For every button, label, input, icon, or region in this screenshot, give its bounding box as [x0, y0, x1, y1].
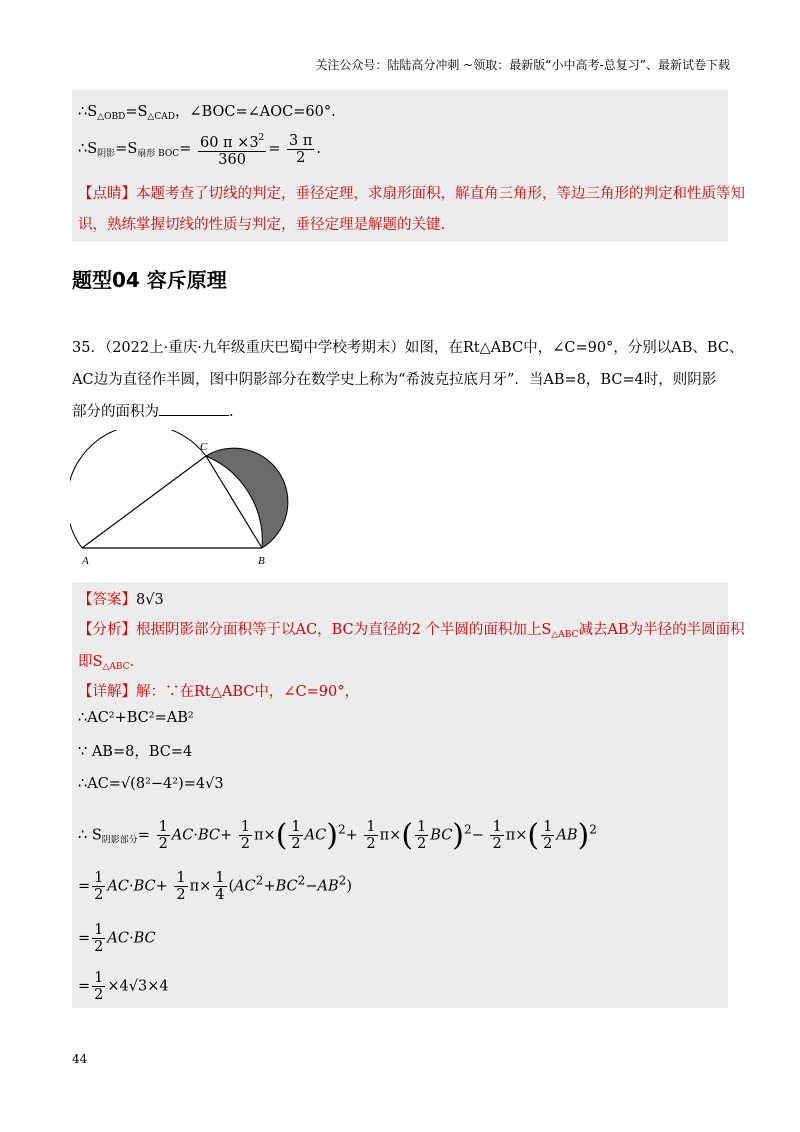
point-line-2: 识，熟练掌握切线的性质与判定，垂径定理是解题的关键. [78, 217, 446, 233]
analysis-line-1: 【分析】根据阴影部分面积等于以AC，BC为直径的2 个半圆的面积加上$S_{\triangle ABC}$减去AB为半径的半圆面积 [78, 622, 745, 640]
label-b: B [258, 555, 265, 567]
detail-line: 【详解】解：∵在Rt△ABC中，∠C=90°， [78, 684, 359, 700]
section-title: 题型04 容斥原理 [72, 268, 227, 292]
step-4: ∴ $S_{阴影部分}=$ $\frac{1}{2}$ AC·BC+ $\frac{1}{2}$ π×( $\frac{1}{2}$ AC)$^2$+ $\frac{1}{2}$ π×( $\frac{1}{2}$ BC)$^2$− $\frac{1}{2}$ π×( $\frac{1}{2}$ AB)$^2$ [78, 818, 597, 853]
right-lune [206, 448, 288, 548]
step-7: = $\frac{1}{2}$ ×4√3×4 [78, 970, 169, 1003]
step-1: ∴AC²+BC²=AB² [78, 710, 194, 726]
question-line-1: 35．（2022上·重庆·九年级重庆巴蜀中学校考期末）如图，在Rt△ABC中，∠C=90°，分别以AB、BC、 [72, 340, 744, 356]
page-number: 44 [72, 1052, 88, 1066]
analysis-line-2: 即$S_{\triangle ABC}$. [78, 654, 135, 672]
solution-block [72, 582, 728, 1008]
label-a: A [82, 555, 89, 567]
step-6: = $\frac{1}{2}$ AC·BC [78, 922, 156, 955]
step-2: ∵ AB=8，BC=4 [78, 744, 193, 760]
prev-line-1: $\therefore S_{\triangle OBD}=S_{\triangle CAD}$，∠BOC=∠AOC=60°. [78, 104, 336, 122]
left-lune [70, 430, 206, 548]
answer-line: 【答案】8√3 [78, 592, 164, 608]
page-header: 关注公众号：陆陆高分冲刺 ~领取：最新版“小中高考-总复习”、最新试卷下载 [315, 58, 730, 72]
question-line-3: 部分的面积为 . [72, 404, 234, 420]
point-line-1: 【点睛】本题考查了切线的判定，垂径定理，求扇形面积，解直角三角形，等边三角形的判定和性质等知 [78, 186, 745, 202]
step-3: ∴AC=√(8²−4²)=4√3 [78, 776, 224, 792]
question-line-2: AC边为直径作半圆，图中阴影部分在数学史上称为“希波克拉底月牙”．当AB=8，BC=4时，则阴影 [72, 372, 717, 388]
answer-blank [159, 415, 229, 416]
prev-line-2: $\therefore S_{阴影}=S_{扇形 BOC}=$ $\frac{60 \pi \times 3^2}{360}$ = $\frac{3 \pi}{2}$ . [78, 130, 321, 168]
label-c: C [200, 441, 208, 453]
lune-figure [70, 430, 290, 570]
step-5: = $\frac{1}{2}$ AC·BC+ $\frac{1}{2}$ π× $\frac{1}{4}$ $(AC^2+BC^2-AB^2)$ [78, 870, 352, 903]
